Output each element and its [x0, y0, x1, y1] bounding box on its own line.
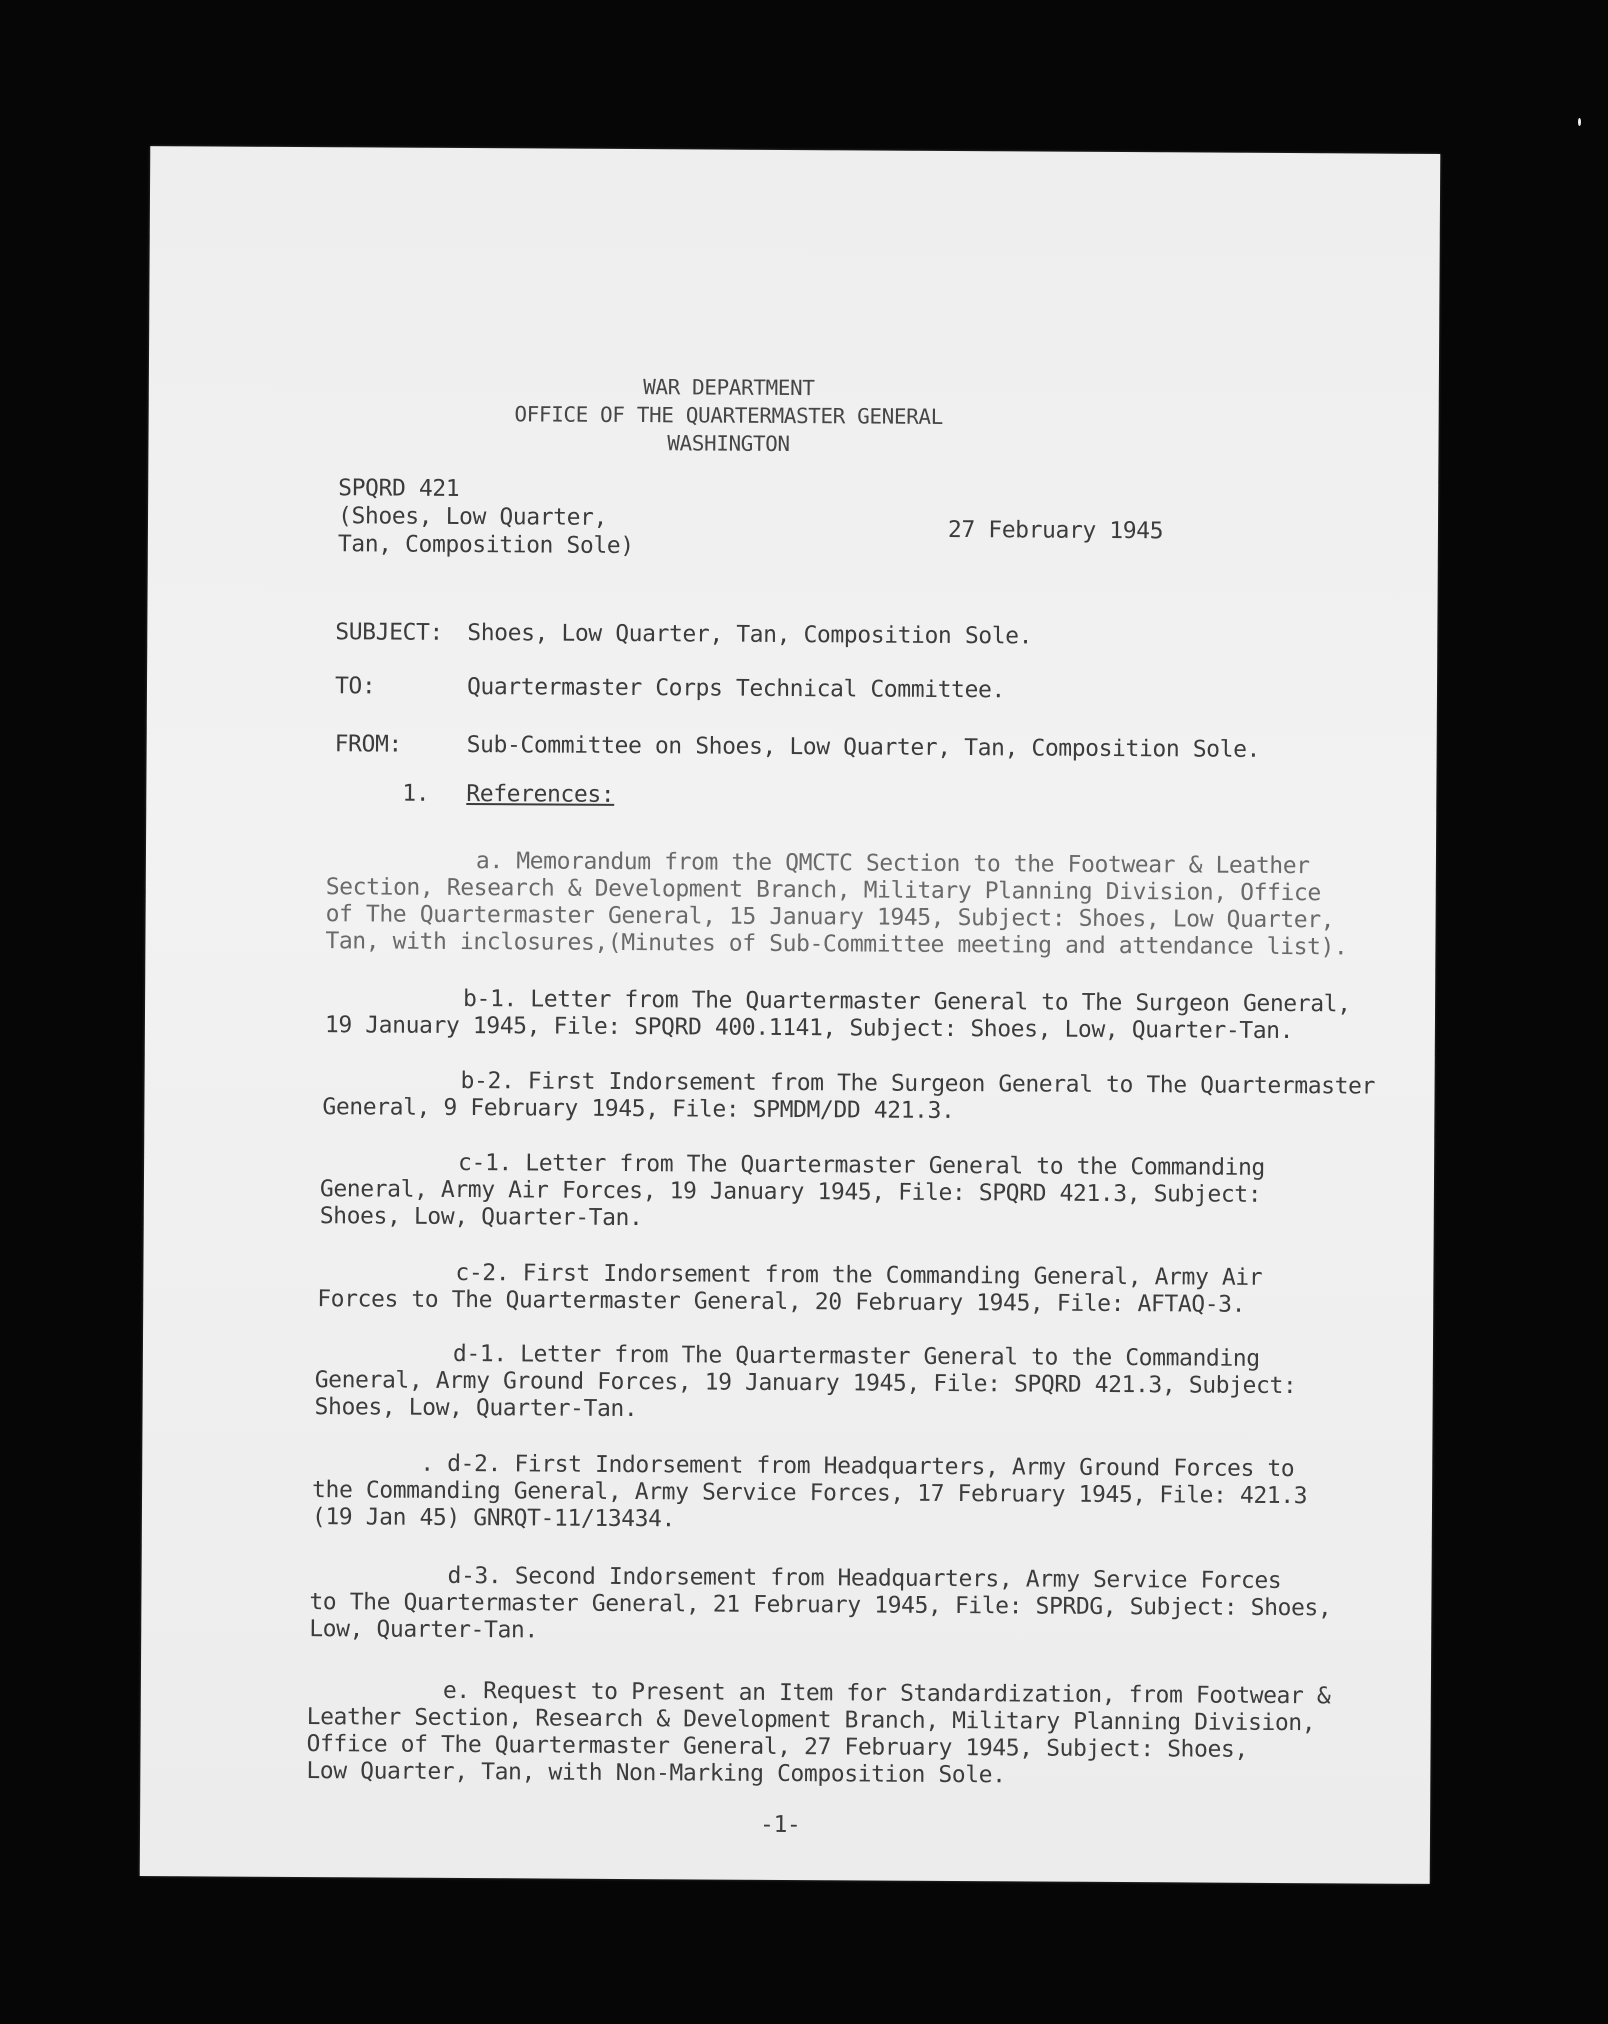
- reference-d2-line-2: the Commanding General, Army Service Forces, 17 February 1945, File: 421.3: [312, 1477, 1308, 1510]
- reference-c1-line-3: Shoes, Low, Quarter-Tan.: [319, 1203, 643, 1232]
- document-date: 27 February 1945: [947, 516, 1164, 545]
- reference-d3-line-1: d-3. Second Indorsement from Headquarters, Army Service Forces: [447, 1562, 1282, 1595]
- reference-e-line-1: e. Request to Present an Item for Standardization, from Footwear &: [442, 1677, 1331, 1710]
- reference-c1-line-2: General, Army Air Forces, 19 January 1945, File: SPQRD 421.3, Subject:: [319, 1176, 1262, 1208]
- subject-label: SUBJECT:: [335, 619, 443, 646]
- reference-c2-line-1: c-2. First Indorsement from the Commanding General, Army Air: [455, 1259, 1263, 1291]
- reference-b2-line-2: General, 9 February 1945, File: SPMDM/DD 421.3.: [322, 1094, 955, 1125]
- from-value: Sub-Committee on Shoes, Low Quarter, Tan, Composition Sole.: [466, 732, 1261, 763]
- reference-c2-line-2: Forces to The Quartermaster General, 20 February 1945, File: AFTAQ-3.: [317, 1286, 1246, 1318]
- reference-e-line-2: Leather Section, Research & Development Branch, Military Planning Division,: [306, 1704, 1316, 1737]
- reference-d3-line-2: to The Quartermaster General, 21 February 1945, File: SPRDG, Subject: Shoes,: [309, 1589, 1332, 1622]
- reference-d3-line-3: Low, Quarter-Tan.: [309, 1616, 538, 1644]
- reference-c1-line-1: c-1. Letter from The Quartermaster General to the Commanding: [458, 1149, 1265, 1181]
- reference-d1-line-1: d-1. Letter from The Quartermaster General to the Commanding: [452, 1340, 1260, 1372]
- reference-d1-line-3: Shoes, Low, Quarter-Tan.: [314, 1394, 638, 1423]
- file-reference-line-2: (Shoes, Low Quarter,: [337, 503, 608, 531]
- reference-b1-line-1: b-1. Letter from The Quartermaster General to The Surgeon General,: [463, 986, 1351, 1018]
- letterhead-line-2: OFFICE OF THE QUARTERMASTER GENERAL: [514, 402, 943, 429]
- reference-b2-line-1: b-2. First Indorsement from The Surgeon General to The Quartermaster: [460, 1067, 1376, 1100]
- section-number: 1.: [402, 780, 430, 807]
- reference-d1-line-2: General, Army Ground Forces, 19 January 1945, File: SPQRD 421.3, Subject:: [314, 1367, 1297, 1400]
- section-title: References:: [466, 781, 615, 808]
- to-value: Quartermaster Corps Technical Committee.: [466, 674, 1005, 704]
- document-page: [140, 146, 1441, 1884]
- reference-d2-line-3: (19 Jan 45) GNRQT-11/13434.: [311, 1504, 676, 1533]
- reference-a-line-1: a. Memorandum from the QMCTC Section to the Footwear & Leather: [475, 848, 1310, 880]
- letterhead-line-3: WASHINGTON: [667, 431, 790, 456]
- from-label: FROM:: [334, 731, 402, 758]
- letterhead-line-1: WAR DEPARTMENT: [643, 375, 815, 401]
- to-label: TO:: [334, 673, 376, 700]
- reference-d2-line-1: . d-2. First Indorsement from Headquarters, Army Ground Forces to: [420, 1450, 1295, 1483]
- reference-a-line-3: of The Quartermaster General, 15 January 1945, Subject: Shoes, Low Quarter,: [325, 901, 1335, 934]
- page-number: -1-: [759, 1811, 801, 1839]
- reference-b1-line-2: 19 January 1945, File: SPQRD 400.1141, Subject: Shoes, Low, Quarter-Tan.: [324, 1012, 1294, 1045]
- file-reference-line-3: Tan, Composition Sole): [337, 531, 634, 560]
- reference-e-line-4: Low Quarter, Tan, with Non-Marking Composition Sole.: [306, 1758, 1006, 1789]
- reference-e-line-3: Office of The Quartermaster General, 27 February 1945, Subject: Shoes,: [306, 1731, 1248, 1763]
- dust-speck: [1578, 118, 1581, 126]
- file-reference-line-1: SPQRD 421: [338, 475, 460, 502]
- subject-value: Shoes, Low Quarter, Tan, Composition Sole.: [467, 620, 1033, 650]
- reference-a-line-2: Section, Research & Development Branch, Military Planning Division, Office: [325, 874, 1321, 907]
- reference-a-line-4: Tan, with inclosures,(Minutes of Sub-Committee meeting and attendance list).: [325, 928, 1348, 961]
